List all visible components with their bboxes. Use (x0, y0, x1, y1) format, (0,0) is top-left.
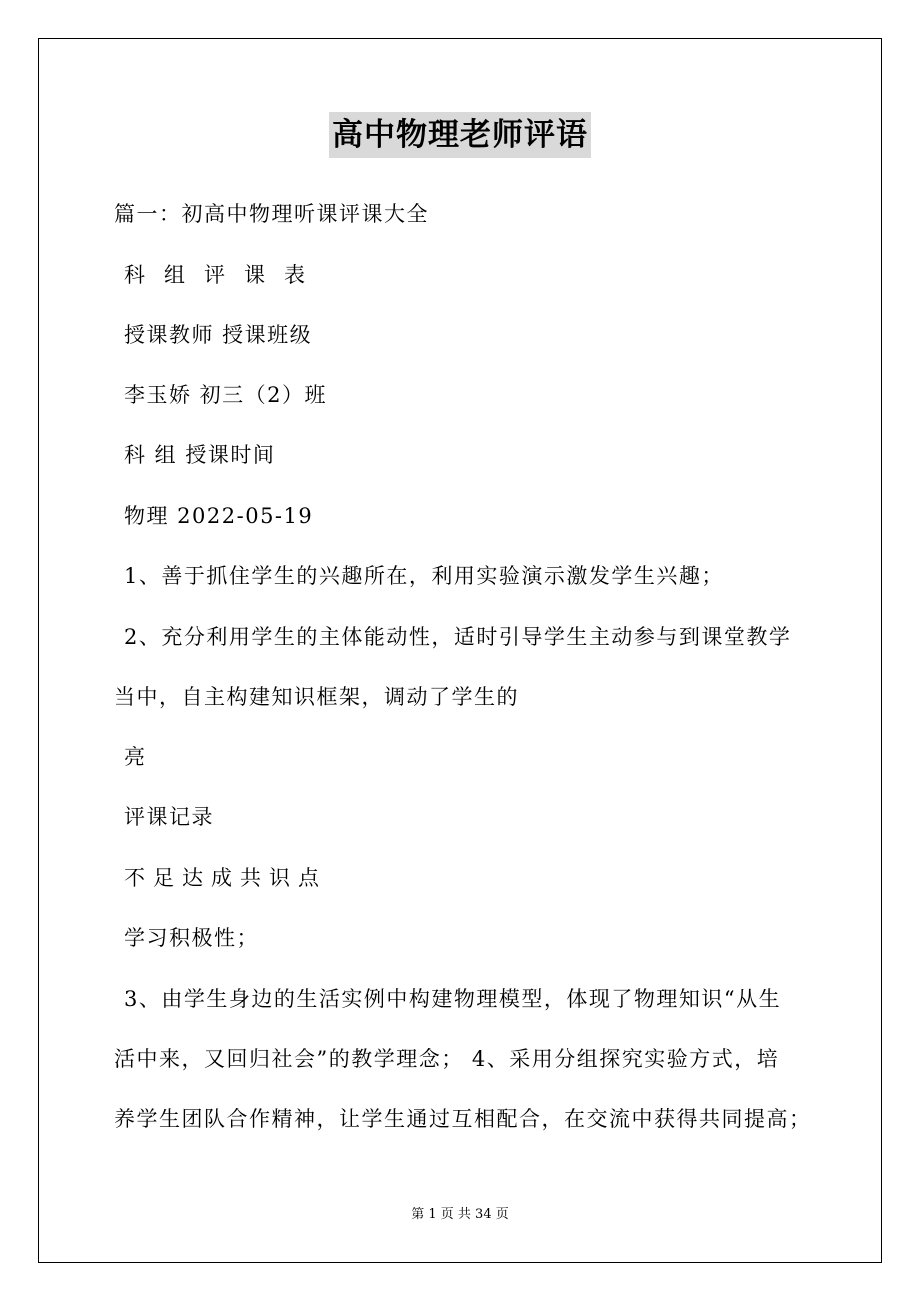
document-title-wrapper (0, 112, 920, 158)
text-line: 1、善于抓住学生的兴趣所在，利用实验演示激发学生兴趣； (124, 564, 724, 588)
text-line: 亮 (124, 745, 147, 769)
text-line: 物理 2022-05-19 (124, 504, 314, 528)
form-title: 科组评课表 (124, 263, 324, 287)
text-line: 学习积极性； (124, 926, 259, 950)
text-line: 不足达成共识点 (124, 866, 327, 890)
text-line: 当中，自主构建知识框架，调动了学生的 (114, 685, 519, 709)
text-line: 活中来，又回归社会”的教学理念； 4、采用分组探究实验方式，培 (114, 1047, 780, 1071)
text-line: 2、充分利用学生的主体能动性，适时引导学生主动参与到课堂教学 (124, 625, 792, 649)
text-line: 李玉娇 初三（2）班 (124, 383, 328, 407)
section-heading: 篇一：初高中物理听课评课大全 (114, 202, 429, 226)
text-line: 授课教师 授课班级 (124, 323, 313, 347)
text-line: 养学生团队合作精神，让学生通过互相配合，在交流中获得共同提高； (114, 1107, 812, 1131)
text-line: 3、由学生身边的生活实例中构建物理模型，体现了物理知识“从生 (124, 987, 782, 1011)
document-title: 高中物理老师评语 (329, 112, 591, 158)
page-footer: 第 1 页 共 34 页 (411, 1207, 509, 1222)
text-line: 科 组 授课时间 (124, 443, 276, 467)
text-line: 评课记录 (124, 805, 214, 829)
